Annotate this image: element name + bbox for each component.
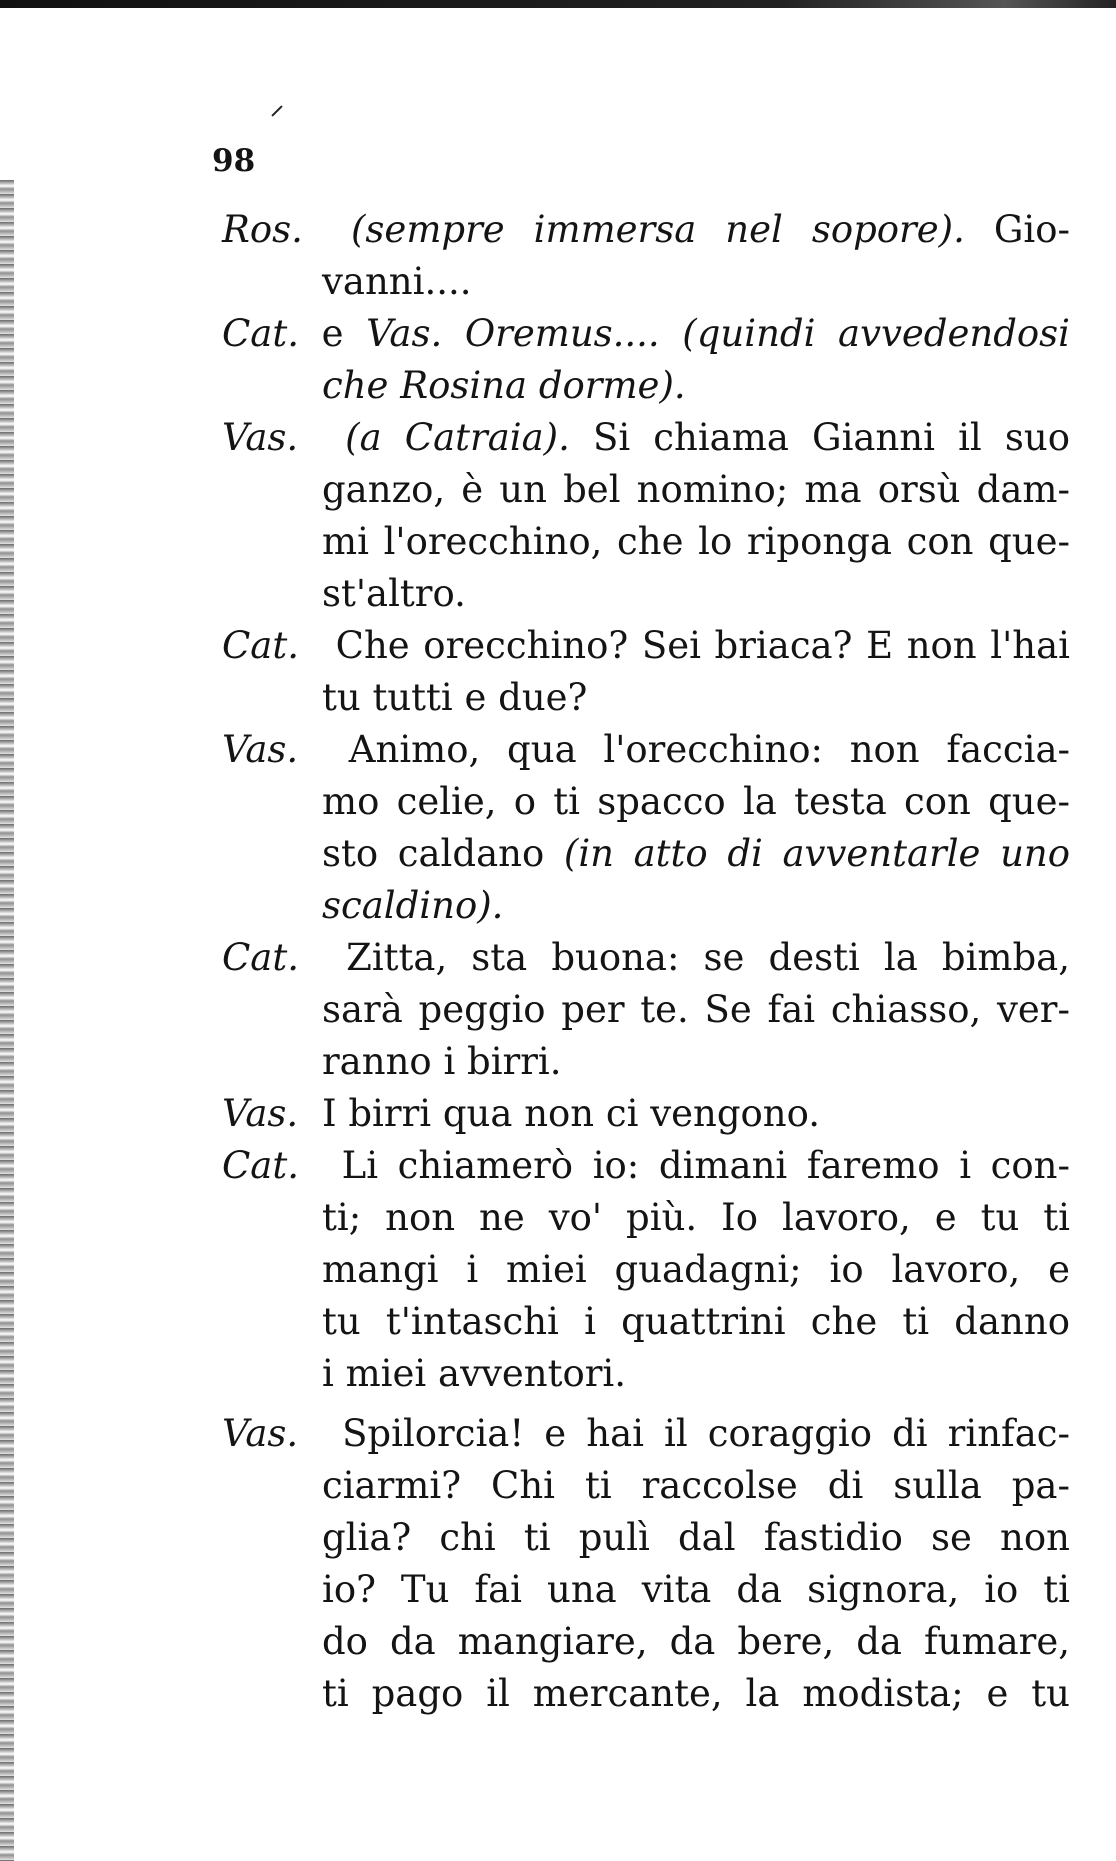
dialogue-line bbox=[222, 1296, 1070, 1348]
line-text: Spilorcia! e hai il coraggio di rinfac- bbox=[342, 1412, 1070, 1455]
stage-direction: (quindi avvedendosi bbox=[682, 312, 1070, 355]
dialogue-line bbox=[222, 932, 1070, 984]
dialogue-line bbox=[222, 1460, 1070, 1512]
line-text: ganzo, è un bel nomino; ma orsù dam- bbox=[322, 468, 1070, 511]
dialogue-line bbox=[222, 1512, 1070, 1564]
line-text: ciarmi? Chi ti raccolse di sulla pa- bbox=[322, 1464, 1070, 1507]
dialogue-line bbox=[222, 828, 1070, 880]
line-text: sarà peggio per te. Se fai chiasso, ver- bbox=[322, 988, 1070, 1031]
line-text: Animo, qua l'orecchino: non faccia- bbox=[348, 728, 1071, 771]
dialogue-line bbox=[222, 308, 1070, 360]
speaker: Vas. bbox=[366, 312, 443, 355]
speaker: Cat. bbox=[222, 312, 299, 355]
line-text: tu tutti e due? bbox=[322, 676, 588, 719]
dialogue-line bbox=[222, 1348, 1070, 1400]
line-text: Zitta, sta buona: se desti la bimba, bbox=[346, 936, 1071, 979]
dialogue-line bbox=[222, 1192, 1070, 1244]
dialogue-line bbox=[222, 1668, 1070, 1720]
line-text: Li chiamerò io: dimani faremo i con- bbox=[341, 1144, 1070, 1187]
dialogue-line bbox=[222, 1408, 1070, 1460]
line-text: mo celie, o ti spacco la testa con que- bbox=[322, 780, 1070, 823]
dialogue-line bbox=[222, 464, 1070, 516]
line-text: ranno i birri. bbox=[322, 1040, 562, 1083]
page-number: 98 bbox=[212, 143, 256, 179]
speaker: Vas. bbox=[222, 728, 299, 771]
stage-direction: (sempre immersa nel sopore). bbox=[351, 208, 965, 251]
dialogue-line bbox=[222, 1616, 1070, 1668]
dialogue-line bbox=[222, 620, 1070, 672]
dialogue-line bbox=[222, 1244, 1070, 1296]
line-text: mangi i miei guadagni; io lavoro, e bbox=[322, 1248, 1070, 1291]
stage-direction: (a Catraia). bbox=[345, 416, 570, 459]
line-text: ti pago il mercante, la modista; e tu bbox=[322, 1672, 1070, 1715]
speaker-conjunction: e bbox=[321, 312, 344, 355]
speaker: Vas. bbox=[222, 1412, 299, 1455]
line-text: vanni.... bbox=[322, 260, 472, 303]
line-text: Oremus.... bbox=[464, 312, 660, 355]
line-text: tu t'intaschi i quattrini che ti danno bbox=[322, 1300, 1070, 1343]
dialogue-line bbox=[222, 724, 1070, 776]
stage-direction: scaldino). bbox=[322, 884, 504, 927]
dialogue-line bbox=[222, 1036, 1070, 1088]
line-text: i miei avventori. bbox=[322, 1352, 627, 1395]
line-text: st'altro. bbox=[322, 572, 466, 615]
speaker: Cat. bbox=[222, 1144, 299, 1187]
line-text: do da mangiare, da bere, da fumare, bbox=[322, 1620, 1070, 1663]
dialogue-line bbox=[222, 672, 1070, 724]
line-text: glia? chi ti pulì dal fastidio se non bbox=[322, 1516, 1070, 1559]
speaker: Cat. bbox=[222, 624, 299, 667]
line-text: ti; non ne vo' più. Io lavoro, e tu ti bbox=[322, 1196, 1070, 1239]
line-text: io? Tu fai una vita da signora, io ti bbox=[322, 1568, 1070, 1611]
line-text: Gio- bbox=[993, 208, 1071, 251]
stage-direction: che Rosina dorme). bbox=[322, 364, 686, 407]
line-text: Si chiama Gianni il suo bbox=[592, 416, 1070, 459]
dialogue-line bbox=[222, 256, 1070, 308]
dialogue-line bbox=[222, 880, 1070, 932]
dialogue-line bbox=[222, 1140, 1070, 1192]
stage-direction: (in atto di avventarle uno bbox=[563, 832, 1071, 875]
dialogue-line bbox=[222, 568, 1070, 620]
dialogue-line bbox=[222, 360, 1070, 412]
line-text: sto caldano bbox=[322, 832, 545, 875]
line-text: I birri qua non ci vengono. bbox=[322, 1092, 821, 1135]
speaker: Ros. bbox=[222, 208, 303, 251]
dialogue-line bbox=[222, 1088, 1070, 1140]
dialogue-line bbox=[222, 204, 1070, 256]
page-left-edge bbox=[0, 180, 14, 1861]
dialogue-line bbox=[222, 516, 1070, 568]
speaker: Cat. bbox=[222, 936, 299, 979]
speaker: Vas. bbox=[222, 1092, 299, 1135]
dialogue-line bbox=[222, 776, 1070, 828]
dialogue-line bbox=[222, 984, 1070, 1036]
dialogue-text bbox=[222, 0, 1070, 1861]
dialogue-line bbox=[222, 1564, 1070, 1616]
line-text: Che orecchino? Sei briaca? E non l'hai bbox=[335, 624, 1070, 667]
speaker: Vas. bbox=[222, 416, 299, 459]
line-text: mi l'orecchino, che lo riponga con que- bbox=[322, 520, 1070, 563]
dialogue-line bbox=[222, 412, 1070, 464]
